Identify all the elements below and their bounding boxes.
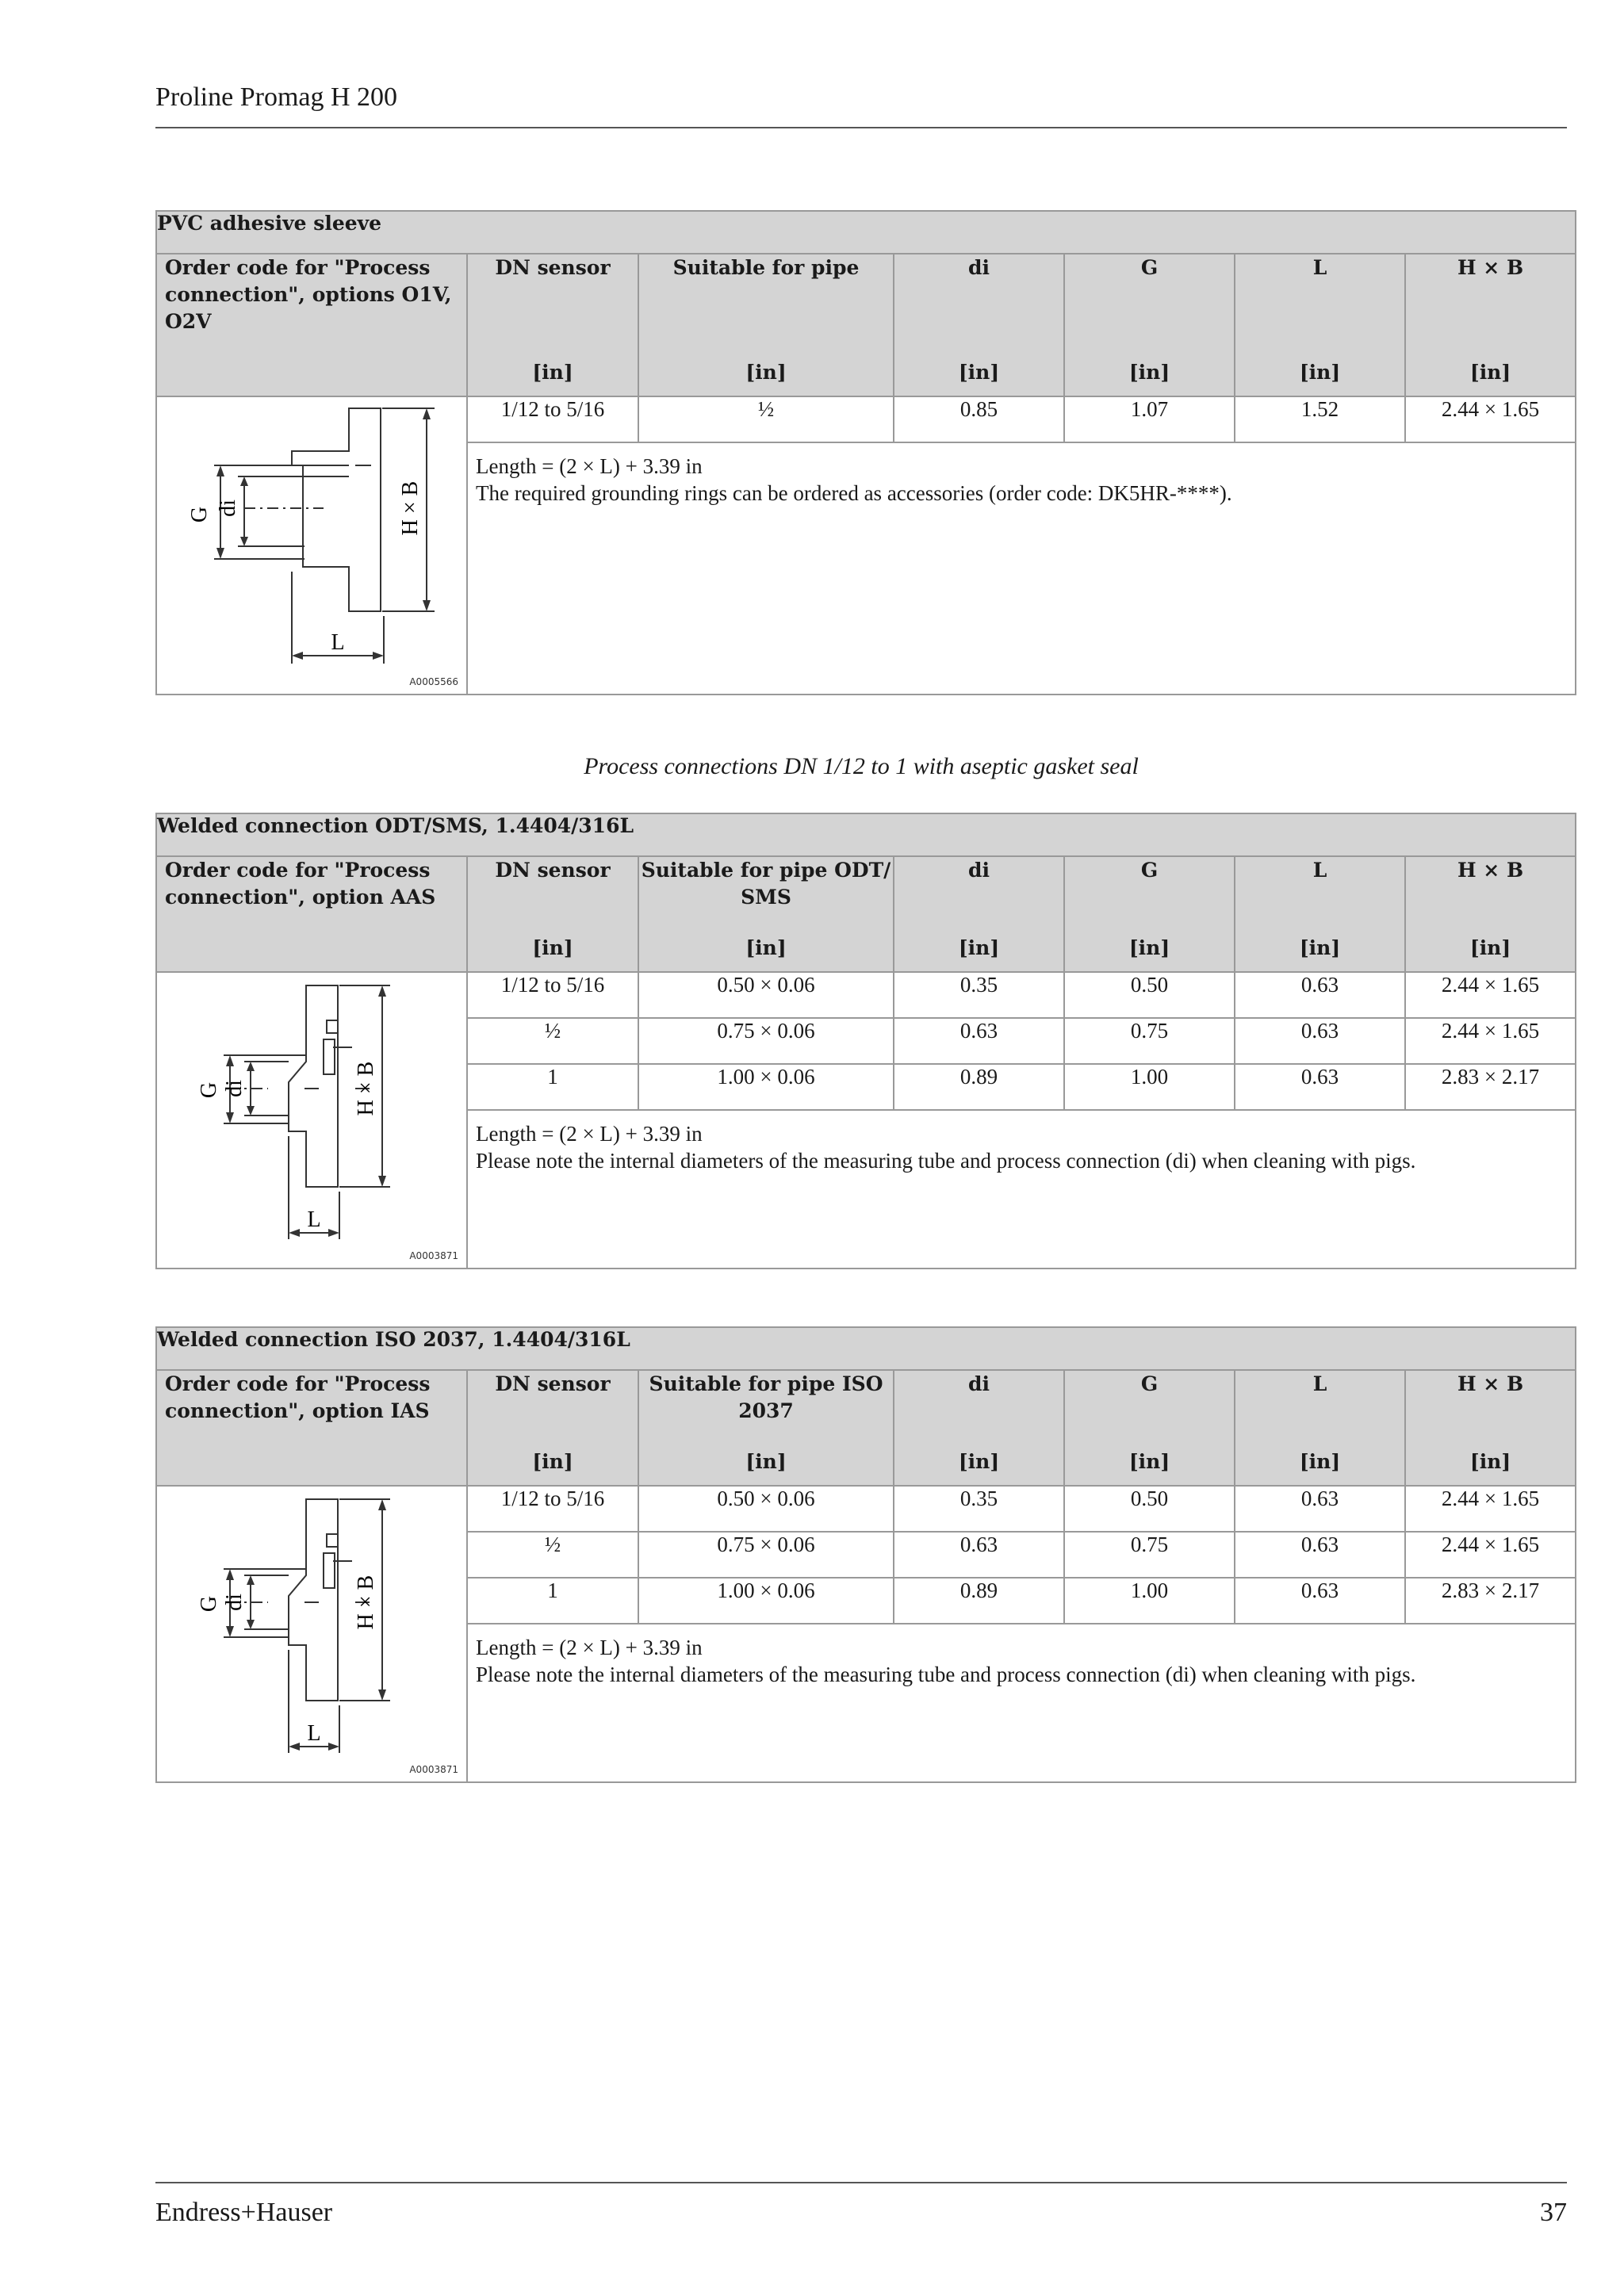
column-header-order-code: Order code for "Process connection", option AAS [156,856,467,972]
column-header-l: L [in] [1235,254,1405,396]
column-header-dn-sensor: DN sensor [in] [467,254,638,396]
table-cell: 1.00 × 0.06 [638,1064,894,1110]
table-cell: 1/12 to 5/16 [467,396,638,442]
welded-iso-drawing [157,1487,465,1778]
table-cell: 0.50 × 0.06 [638,1486,894,1532]
figure-welded-iso [156,1486,467,1782]
table-cell: 1 [467,1064,638,1110]
note-line: Length = (2 × L) + 3.39 in [476,1636,703,1659]
table-welded-odt-sms [155,813,1576,1269]
table-cell: 0.50 [1064,972,1235,1018]
note-line: Please note the internal diameters of the measuring tube and process connection (di) when cleaning with pigs. [476,1663,1416,1686]
figure-label-g: G [197,1081,221,1099]
table-cell: 0.63 [1235,972,1405,1018]
table-cell: 0.89 [894,1064,1064,1110]
page-header-title: Proline Promag H 200 [155,82,398,112]
column-header-hxb: H × B [in] [1405,1370,1576,1486]
header-rule [155,127,1567,128]
column-header-g: G [in] [1064,1370,1235,1486]
table-cell: 1 [467,1578,638,1624]
page-number: 37 [1540,2198,1567,2227]
column-header-l: L [in] [1235,856,1405,972]
footer-rule [155,2182,1567,2183]
table-cell: 0.50 × 0.06 [638,972,894,1018]
figure-label-hxb: H × B [354,1575,378,1630]
figure-label-hxb: H × B [398,480,423,536]
figure-pvc-sleeve [156,396,467,695]
note-line: Please note the internal diameters of the measuring tube and process connection (di) when cleaning with pigs. [476,1149,1416,1173]
table-cell: 0.63 [1235,1486,1405,1532]
table-cell: 0.89 [894,1578,1064,1624]
table-cell: 2.44 × 1.65 [1405,1018,1576,1064]
table-cell: ½ [467,1018,638,1064]
table-cell: 1.00 × 0.06 [638,1578,894,1624]
table-title: Welded connection ISO 2037, 1.4404/316L [156,1327,1576,1370]
table-welded-iso-2037 [155,1326,1576,1783]
figure-label-di: di [222,1594,247,1611]
table-cell: 0.75 [1064,1532,1235,1578]
note-line: Length = (2 × L) + 3.39 in [476,1122,703,1146]
table-cell: 1.00 [1064,1578,1235,1624]
table-cell: ½ [467,1532,638,1578]
table-title: PVC adhesive sleeve [156,211,1576,254]
column-header-l: L [in] [1235,1370,1405,1486]
table-note [467,1624,1576,1782]
note-line: Length = (2 × L) + 3.39 in [476,454,703,478]
table-cell: 0.63 [894,1532,1064,1578]
welded-odt-drawing [157,973,465,1265]
column-header-dn-sensor: DN sensor [in] [467,856,638,972]
table-title: Welded connection ODT/SMS, 1.4404/316L [156,813,1576,856]
column-header-dn-sensor: DN sensor [in] [467,1370,638,1486]
table-cell: 1/12 to 5/16 [467,1486,638,1532]
table-cell: 2.44 × 1.65 [1405,1486,1576,1532]
figure-label-l: L [331,630,345,655]
column-header-order-code: Order code for "Process connection", options O1V, O2V [156,254,467,396]
table-cell: 0.63 [1235,1532,1405,1578]
figure-label-l: L [307,1721,321,1746]
table-cell: 2.44 × 1.65 [1405,972,1576,1018]
table-cell: 1.07 [1064,396,1235,442]
table-note [467,1110,1576,1269]
figure-code: A0003871 [409,1250,458,1261]
table-cell: 2.83 × 2.17 [1405,1064,1576,1110]
table-cell: 0.75 × 0.06 [638,1532,894,1578]
column-header-suitable-pipe: Suitable for pipe [in] [638,254,894,396]
column-header-di: di [in] [894,856,1064,972]
column-header-di: di [in] [894,254,1064,396]
table-cell: 0.63 [894,1018,1064,1064]
figure-label-di: di [222,1080,247,1097]
table-cell: 0.35 [894,972,1064,1018]
figure-code: A0005566 [409,676,458,687]
footer-brand: Endress+Hauser [155,2198,333,2227]
column-header-hxb: H × B [in] [1405,254,1576,396]
column-header-hxb: H × B [in] [1405,856,1576,972]
table-cell: 1/12 to 5/16 [467,972,638,1018]
table-pvc-adhesive-sleeve [155,210,1576,695]
column-header-suitable-pipe: Suitable for pipe ISO 2037 [in] [638,1370,894,1486]
column-header-order-code: Order code for "Process connection", option IAS [156,1370,467,1486]
section-caption: Process connections DN 1/12 to 1 with aseptic gasket seal [584,753,1139,779]
figure-label-l: L [307,1207,321,1232]
column-header-di: di [in] [894,1370,1064,1486]
table-cell: 2.44 × 1.65 [1405,396,1576,442]
table-cell: 0.63 [1235,1578,1405,1624]
figure-label-di: di [216,499,240,517]
column-header-g: G [in] [1064,254,1235,396]
pvc-sleeve-drawing [157,397,465,691]
table-cell: 1.00 [1064,1064,1235,1110]
table-cell: 2.44 × 1.65 [1405,1532,1576,1578]
figure-label-g: G [187,506,212,523]
figure-code: A0003871 [409,1764,458,1775]
figure-welded-odt [156,972,467,1269]
table-cell: ½ [638,396,894,442]
table-cell: 0.63 [1235,1064,1405,1110]
column-header-g: G [in] [1064,856,1235,972]
figure-label-hxb: H × B [354,1061,378,1116]
table-cell: 0.50 [1064,1486,1235,1532]
column-header-suitable-pipe: Suitable for pipe ODT/ SMS [in] [638,856,894,972]
table-cell: 0.75 [1064,1018,1235,1064]
table-cell: 0.85 [894,396,1064,442]
table-cell: 1.52 [1235,396,1405,442]
table-cell: 0.35 [894,1486,1064,1532]
table-cell: 0.75 × 0.06 [638,1018,894,1064]
figure-label-g: G [197,1595,221,1613]
table-note [467,442,1576,695]
note-line: The required grounding rings can be ordered as accessories (order code: DK5HR-****). [476,481,1232,505]
table-cell: 0.63 [1235,1018,1405,1064]
table-cell: 2.83 × 2.17 [1405,1578,1576,1624]
